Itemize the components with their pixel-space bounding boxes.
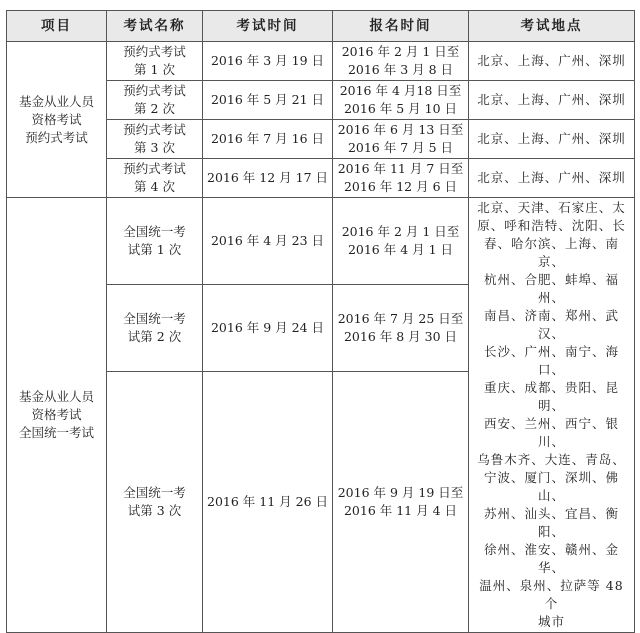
exam-name-line: 试第 2 次: [127, 329, 182, 344]
registration-time-cell: [333, 120, 469, 159]
registration-line: 2016 年 4 月18 日至: [339, 83, 462, 98]
exam-name-line: 试第 1 次: [127, 242, 182, 257]
exam-name-line: 预约式考试: [123, 122, 186, 137]
city-list-line: 北京、天津、石家庄、太: [477, 200, 626, 215]
header-project: 项目: [7, 11, 107, 42]
registration-line: 2016 年 11 月 7 日至: [337, 161, 464, 176]
header-exam-name: 考试名称: [107, 11, 203, 42]
registration-line: 2016 年 9 月 19 日至: [337, 485, 464, 500]
project-line: 预约式考试: [25, 129, 88, 145]
header-registration-time: 报名时间: [333, 11, 469, 42]
project-line: 全国统一考试: [18, 425, 94, 440]
registration-line: 2016 年 5 月 10 日: [343, 101, 458, 116]
exam-name-line: 全国统一考: [123, 485, 186, 500]
project-cell-unified: [7, 198, 107, 633]
project-line: 基金从业人员: [18, 93, 94, 109]
registration-line: 2016 年 2 月 1 日至: [341, 44, 460, 59]
exam-time-cell: 2016 年 7 月 16 日: [203, 120, 333, 159]
exam-time-cell: 2016 年 11 月 26 日: [203, 372, 333, 633]
city-list-line: 温州、泉州、拉萨等 48 个: [479, 578, 624, 611]
location-cell: 北京、上海、广州、深圳: [469, 81, 635, 120]
exam-name-line: 第 4 次: [134, 179, 175, 194]
exam-name-line: 第 2 次: [134, 101, 175, 116]
exam-name-line: 第 3 次: [134, 140, 175, 155]
exam-name-line: 预约式考试: [123, 44, 186, 59]
exam-name-cell: [107, 159, 203, 198]
project-line: 基金从业人员: [18, 389, 94, 404]
exam-time-cell: 2016 年 9 月 24 日: [203, 285, 333, 372]
exam-name-line: 第 1 次: [134, 62, 175, 77]
registration-line: 2016 年 4 月 1 日: [347, 242, 454, 257]
city-list-line: 城市: [537, 614, 565, 629]
city-list-line: 杭州、合肥、蚌埠、福州、: [483, 272, 619, 305]
registration-line: 2016 年 12 月 6 日: [343, 179, 458, 194]
city-list-line: 原、呼和浩特、沈阳、长: [477, 218, 626, 233]
exam-name-cell: [107, 372, 203, 633]
exam-time-cell: 2016 年 4 月 23 日: [203, 198, 333, 285]
registration-line: 2016 年 6 月 13 日至: [337, 122, 464, 137]
table-row: [7, 42, 635, 81]
registration-time-cell: [333, 198, 469, 285]
location-cell: 北京、上海、广州、深圳: [469, 42, 635, 81]
header-exam-time: 考试时间: [203, 11, 333, 42]
exam-name-cell: [107, 42, 203, 81]
city-list-line: 乌鲁木齐、大连、青岛、: [477, 452, 626, 467]
project-line: 资格考试: [31, 111, 82, 127]
city-list-line: 重庆、成都、贵阳、昆明、: [483, 380, 619, 413]
exam-name-cell: [107, 120, 203, 159]
registration-time-cell: [333, 81, 469, 120]
table-row: [7, 198, 635, 285]
exam-name-cell: [107, 285, 203, 372]
city-list-line: 徐州、淮安、赣州、金华、: [483, 542, 619, 575]
exam-name-cell: [107, 198, 203, 285]
registration-time-cell: [333, 372, 469, 633]
registration-time-cell: [333, 42, 469, 81]
registration-line: 2016 年 3 月 8 日: [347, 62, 454, 77]
location-cell-cities: [469, 198, 635, 633]
project-line: 资格考试: [31, 407, 82, 422]
exam-name-line: 预约式考试: [123, 161, 186, 176]
registration-line: 2016 年 8 月 30 日: [343, 329, 458, 344]
city-list-line: 宁波、厦门、深圳、佛山、: [483, 470, 619, 503]
city-list-line: 春、哈尔滨、上海、南京、: [483, 236, 619, 269]
exam-time-cell: 2016 年 12 月 17 日: [203, 159, 333, 198]
header-location: 考试地点: [469, 11, 635, 42]
exam-time-cell: 2016 年 3 月 19 日: [203, 42, 333, 81]
exam-name-line: 全国统一考: [123, 311, 186, 326]
project-cell-appointment: [7, 42, 107, 198]
registration-line: 2016 年 7 月 25 日至: [337, 311, 464, 326]
exam-schedule-table: [6, 10, 635, 633]
exam-name-line: 预约式考试: [123, 83, 186, 98]
exam-name-line: 全国统一考: [123, 224, 186, 239]
city-list-line: 西安、兰州、西宁、银川、: [483, 416, 619, 449]
registration-time-cell: [333, 285, 469, 372]
location-cell: 北京、上海、广州、深圳: [469, 120, 635, 159]
exam-name-cell: [107, 81, 203, 120]
location-cell: 北京、上海、广州、深圳: [469, 159, 635, 198]
exam-time-cell: 2016 年 5 月 21 日: [203, 81, 333, 120]
registration-line: 2016 年 2 月 1 日至: [341, 224, 460, 239]
city-list-line: 苏州、汕头、宜昌、衡阳、: [483, 506, 619, 539]
registration-line: 2016 年 7 月 5 日: [347, 140, 454, 155]
city-list-line: 长沙、广州、南宁、海口、: [483, 344, 619, 377]
exam-name-line: 试第 3 次: [127, 503, 182, 518]
header-row: [7, 11, 635, 42]
registration-time-cell: [333, 159, 469, 198]
registration-line: 2016 年 11 月 4 日: [343, 503, 458, 518]
city-list-line: 南昌、济南、郑州、武汉、: [483, 308, 619, 341]
